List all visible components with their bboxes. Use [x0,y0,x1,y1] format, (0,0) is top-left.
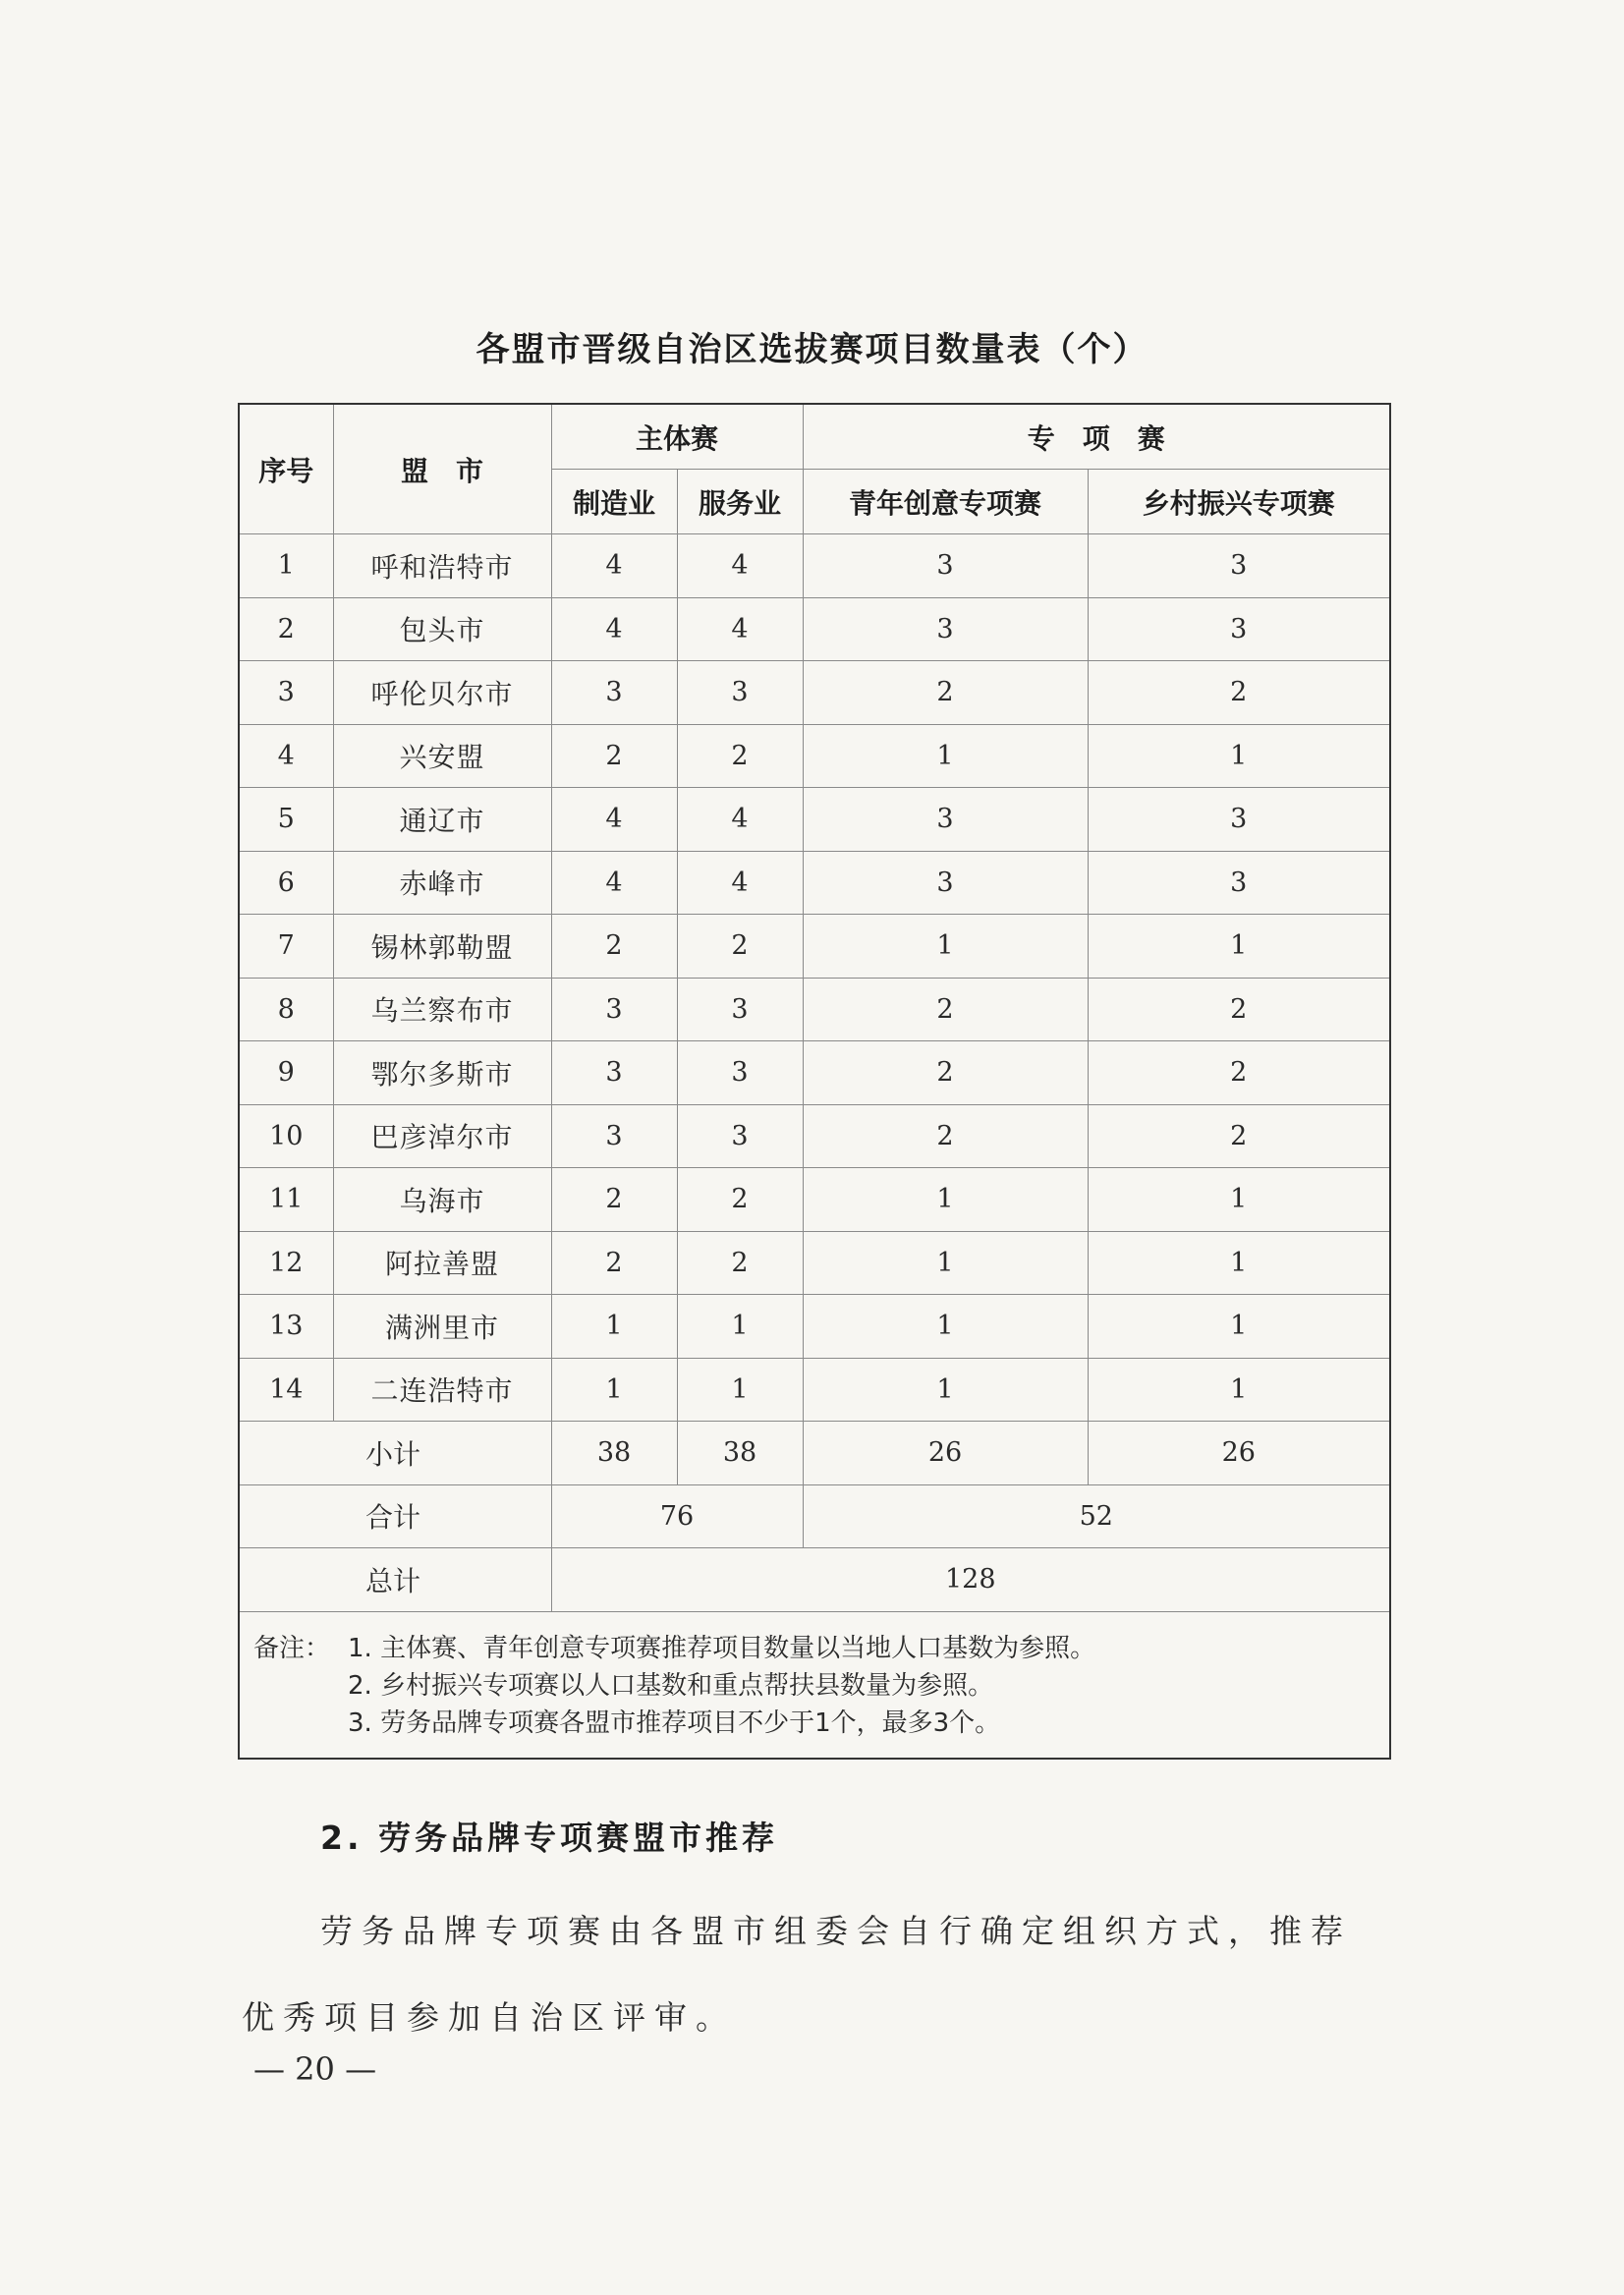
row-rural: 1 [1088,724,1390,788]
row-rural: 3 [1088,597,1390,661]
table-row [239,597,1390,661]
subtotal-youth: 26 [803,1422,1088,1485]
quota-table [238,403,1391,1760]
header-row-1 [239,404,1390,470]
row-seq: 14 [239,1358,333,1422]
table-row [239,724,1390,788]
row-seq: 9 [239,1041,333,1105]
total-value: 128 [551,1548,1390,1612]
row-seq: 11 [239,1168,333,1232]
row-city: 赤峰市 [333,851,551,915]
row-seq: 7 [239,915,333,979]
row-youth: 1 [803,1168,1088,1232]
row-youth: 1 [803,724,1088,788]
row-service: 2 [677,724,803,788]
row-seq: 2 [239,597,333,661]
row-rural: 1 [1088,1168,1390,1232]
row-city: 包头市 [333,597,551,661]
subtotal-rural: 26 [1088,1422,1390,1485]
row-manufacturing: 3 [551,661,677,725]
row-rural: 2 [1088,1041,1390,1105]
row-service: 3 [677,1041,803,1105]
row-rural: 1 [1088,1231,1390,1295]
row-city: 兴安盟 [333,724,551,788]
row-service: 3 [677,1104,803,1168]
header-seq: 序号 [239,404,333,534]
row-seq: 6 [239,851,333,915]
row-manufacturing: 3 [551,1041,677,1105]
table-row [239,978,1390,1041]
row-youth: 1 [803,915,1088,979]
notes-row [239,1611,1390,1759]
row-rural: 2 [1088,661,1390,725]
row-manufacturing: 2 [551,724,677,788]
row-seq: 1 [239,534,333,598]
table-row [239,534,1390,598]
section-paragraph: 劳务品牌专项赛由各盟市组委会自行确定组织方式，推荐优秀项目参加自治区评审。 [242,1912,1352,2037]
note-text: 2. 乡村振兴专项赛以人口基数和重点帮扶县数量为参照。 [348,1670,994,1701]
table-row [239,1168,1390,1232]
combined-label: 合计 [239,1484,551,1548]
total-row [239,1548,1390,1612]
row-youth: 1 [803,1295,1088,1359]
row-seq: 8 [239,978,333,1041]
row-city: 阿拉善盟 [333,1231,551,1295]
row-city: 鄂尔多斯市 [333,1041,551,1105]
note-line-2 [253,1667,1375,1705]
row-service: 3 [677,661,803,725]
table-title: 各盟市晋级自治区选拔赛项目数量表（个） [476,330,1148,369]
combined-special: 52 [803,1484,1390,1548]
row-service: 2 [677,1168,803,1232]
row-manufacturing: 1 [551,1295,677,1359]
row-rural: 3 [1088,534,1390,598]
row-youth: 3 [803,534,1088,598]
row-manufacturing: 2 [551,915,677,979]
row-service: 3 [677,978,803,1041]
table-row [239,788,1390,852]
table-row [239,1231,1390,1295]
row-seq: 10 [239,1104,333,1168]
table-row [239,851,1390,915]
combined-row [239,1484,1390,1548]
header-manufacturing: 制造业 [551,470,677,534]
table-row [239,1295,1390,1359]
page-number: — 20 — [253,2050,377,2088]
row-rural: 3 [1088,851,1390,915]
header-city: 盟 市 [333,404,551,534]
subtotal-row [239,1422,1390,1485]
row-manufacturing: 4 [551,597,677,661]
row-service: 4 [677,788,803,852]
notes-prefix: 备注： [253,1633,331,1663]
row-youth: 2 [803,1041,1088,1105]
row-city: 满洲里市 [333,1295,551,1359]
row-seq: 5 [239,788,333,852]
total-label: 总计 [239,1548,551,1612]
row-seq: 13 [239,1295,333,1359]
row-youth: 1 [803,1231,1088,1295]
notes-cell [239,1611,1390,1759]
row-city: 乌海市 [333,1168,551,1232]
header-main-group: 主体赛 [551,404,803,470]
combined-main: 76 [551,1484,803,1548]
row-manufacturing: 2 [551,1231,677,1295]
row-service: 4 [677,851,803,915]
row-youth: 3 [803,788,1088,852]
row-manufacturing: 3 [551,1104,677,1168]
subtotal-manufacturing: 38 [551,1422,677,1485]
row-manufacturing: 4 [551,534,677,598]
row-seq: 4 [239,724,333,788]
row-city: 乌兰察布市 [333,978,551,1041]
note-text: 1. 主体赛、青年创意专项赛推荐项目数量以当地人口基数为参照。 [348,1633,1096,1663]
subtotal-label: 小计 [239,1422,551,1485]
header-service: 服务业 [677,470,803,534]
row-seq: 3 [239,661,333,725]
row-manufacturing: 4 [551,851,677,915]
row-youth: 3 [803,597,1088,661]
note-line-1 [253,1630,1375,1667]
subtotal-service: 38 [677,1422,803,1485]
row-service: 4 [677,597,803,661]
note-text: 3. 劳务品牌专项赛各盟市推荐项目不少于1个，最多3个。 [348,1707,1001,1738]
row-city: 呼伦贝尔市 [333,661,551,725]
row-rural: 1 [1088,1358,1390,1422]
row-service: 4 [677,534,803,598]
row-youth: 2 [803,978,1088,1041]
table-row [239,661,1390,725]
row-youth: 3 [803,851,1088,915]
header-rural: 乡村振兴专项赛 [1088,470,1390,534]
note-line-3 [253,1705,1375,1742]
row-manufacturing: 1 [551,1358,677,1422]
row-manufacturing: 4 [551,788,677,852]
row-city: 锡林郭勒盟 [333,915,551,979]
header-youth: 青年创意专项赛 [803,470,1088,534]
table-row [239,1041,1390,1105]
header-special-group: 专 项 赛 [803,404,1390,470]
row-youth: 1 [803,1358,1088,1422]
row-service: 1 [677,1358,803,1422]
row-service: 1 [677,1295,803,1359]
row-service: 2 [677,1231,803,1295]
row-rural: 1 [1088,1295,1390,1359]
row-rural: 3 [1088,788,1390,852]
row-manufacturing: 2 [551,1168,677,1232]
row-youth: 2 [803,661,1088,725]
row-service: 2 [677,915,803,979]
row-rural: 2 [1088,1104,1390,1168]
row-seq: 12 [239,1231,333,1295]
row-city: 巴彦淖尔市 [333,1104,551,1168]
table-row [239,1104,1390,1168]
table-row [239,915,1390,979]
row-city: 二连浩特市 [333,1358,551,1422]
row-manufacturing: 3 [551,978,677,1041]
section-heading: 2. 劳务品牌专项赛盟市推荐 [320,1819,778,1857]
row-city: 呼和浩特市 [333,534,551,598]
row-city: 通辽市 [333,788,551,852]
row-youth: 2 [803,1104,1088,1168]
row-rural: 2 [1088,978,1390,1041]
row-rural: 1 [1088,915,1390,979]
table-row [239,1358,1390,1422]
